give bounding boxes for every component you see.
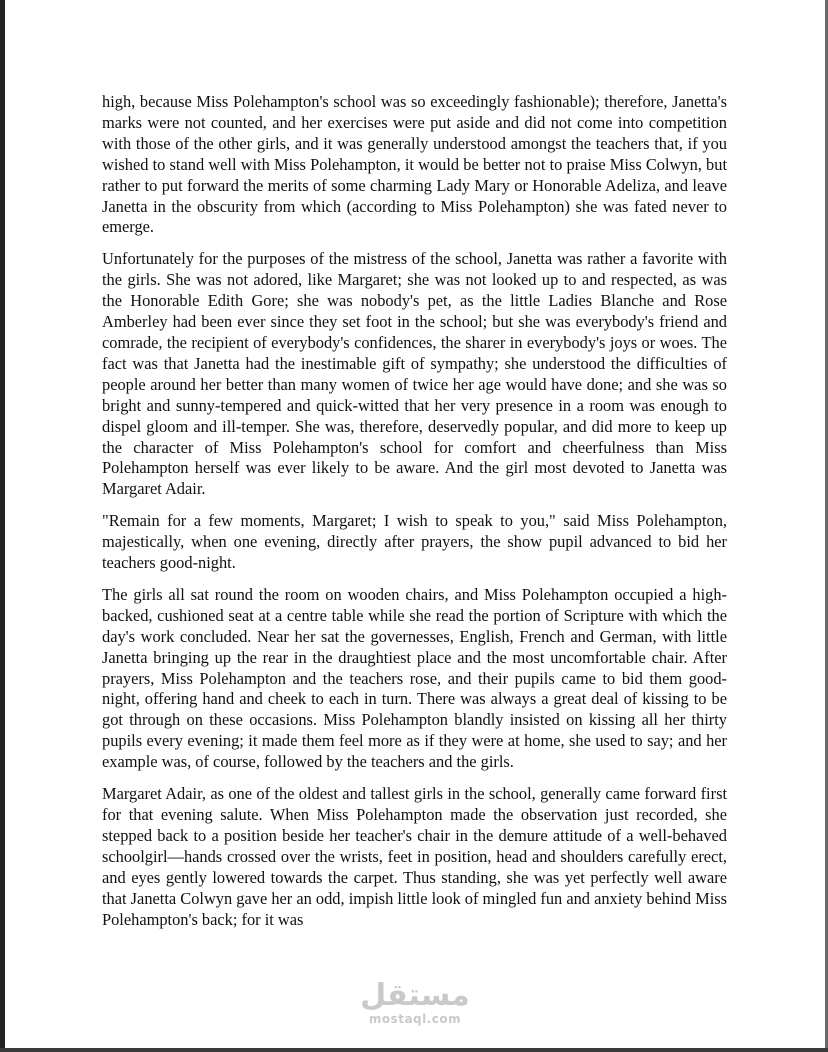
document-page xyxy=(102,92,727,941)
paragraph-5: Margaret Adair, as one of the oldest and tallest girls in the school, generally came forward first for that evening salute. When Miss Polehampton made the observation just recorded, she stepped back to a position beside her teacher's chair in the demure attitude of a well-behaved schoolgirl—hands crossed over the wrists, feet in position, head and shoulders carefully erect, and eyes gently lowered towards the carpet. Thus standing, she was yet perfectly well aware that Janetta Colwyn gave her an odd, impish little look of mingled fun and anxiety behind Miss Polehampton's back; for it was xyxy=(102,784,728,929)
bottom-border xyxy=(0,1048,828,1052)
paragraph-2: Unfortunately for the purposes of the mistress of the school, Janetta was rather a favorite with the girls. She was not adored, like Margaret; she was not looked up to and respected, as was the Honorable Edith Gore; she was nobody's pet, as the little Ladies Blanche and Rose Amberley had been ever since they set foot in the school; but she was everybody's friend and comrade, the recipient of everybody's confidences, the sharer in everybody's joys or woes. The fact was that Janetta had the inestimable gift of sympathy; she understood the difficulties of people around her better than many women of twice her age would have done; and she was so bright and sunny-tempered and quick-witted that her very presence in a room was enough to dispel gloom and ill-temper. She was, therefore, deservedly popular, and did more to keep up the character of Miss Polehampton's school for comfort and cheerfulness than Miss Polehampton herself was ever likely to be aware. And the girl most devoted to Janetta was Margaret Adair. xyxy=(102,249,727,499)
watermark-url: mostaql.com xyxy=(368,1012,462,1026)
paragraph-4: The girls all sat round the room on wooden chairs, and Miss Polehampton occupied a high-backed, cushioned seat at a centre table while she read the portion of Scripture with which the day's work concluded. Near her sat the governesses, English, French and German, with little Janetta bringing up the rear in the draughtiest place and the most uncomfortable chair. After prayers, Miss Polehampton and the teachers rose, and their pupils came to bid them good-night, offering hand and cheek to each in turn. There was always a great deal of kissing to be got through on these occasions. Miss Polehampton blandly insisted on kissing all her thirty pupils every evening; it made them feel more as if they were at home, she used to say; and her example was, of course, followed by the teachers and the girls. xyxy=(102,584,727,772)
left-border xyxy=(0,0,5,1052)
watermark xyxy=(330,980,500,1035)
paragraph-1: high, because Miss Polehampton's school was so exceedingly fashionable); therefore, Janetta's marks were not counted, and her exercises were put aside and did not come into competition with those of the other girls, and it was generally understood amongst the teachers that, if you wished to stand well with Miss Polehampton, it would be better not to praise Miss Colwyn, but rather to put forward the merits of some charming Lady Mary or Honorable Adeliza, and leave Janetta in the obscurity from which (according to Miss Polehampton) she was fated never to emerge. xyxy=(102,92,727,237)
watermark-logo: مستقل xyxy=(360,978,470,1013)
paragraph-3: "Remain for a few moments, Margaret; I wish to speak to you," said Miss Polehampton, majestically, when one evening, directly after prayers, the show pupil advanced to bid her teachers good-night. xyxy=(102,511,727,573)
